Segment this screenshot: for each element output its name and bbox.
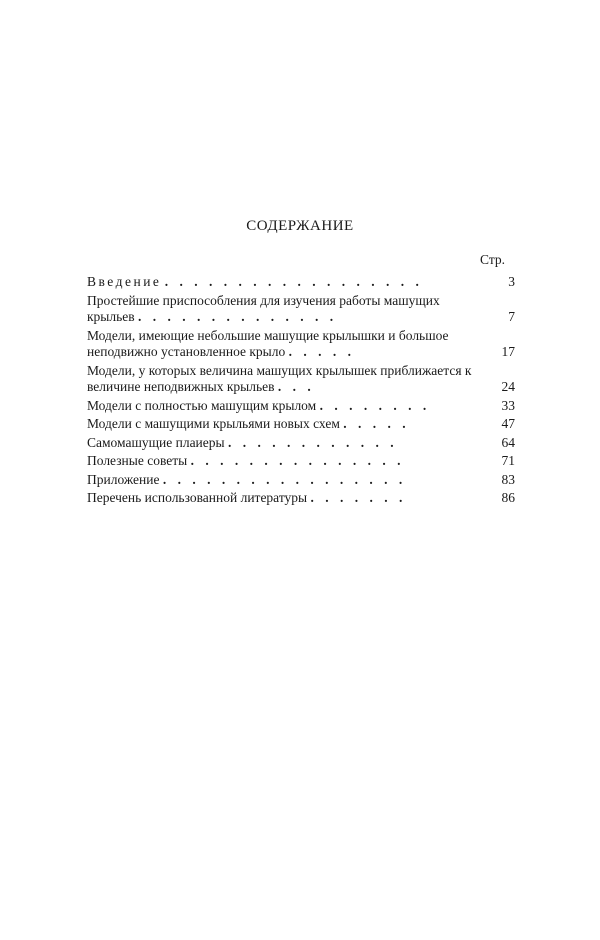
page-column-header: Стр. — [480, 252, 506, 267]
leader-dots: . . . . . . . . . . . . — [227, 434, 398, 450]
toc-entry-title: Введение — [87, 274, 162, 289]
toc-entry-page: 83 — [501, 471, 515, 487]
toc-entry-comparable-wings[interactable] — [87, 363, 515, 396]
toc-entry-title: Самомашущие плаиеры — [87, 434, 225, 450]
toc-entry-page: 17 — [501, 344, 515, 359]
leader-dots: . . . . . . . . . . . . . . — [138, 309, 338, 324]
toc-entry-text — [87, 453, 475, 470]
toc-entry-text — [87, 398, 475, 415]
toc-entry-title: Модели, имеющие небольшие машущие крылышки и большое неподвижно установленное крыло — [87, 327, 449, 359]
toc-entry-new-schemes[interactable] — [87, 416, 515, 433]
toc-entry-text — [87, 490, 475, 507]
toc-entry-useful-tips[interactable] — [87, 453, 515, 470]
toc-entry-title: Модели, у которых величина машущих крылышек приближается к величине неподвижных крыльев — [87, 362, 472, 394]
toc-entry-page: 71 — [501, 453, 515, 468]
leader-dots: . . . — [277, 379, 315, 394]
leader-dots: . . . . . . . . . . . . . . . . . . — [164, 274, 423, 289]
toc-entry-title: Приложение — [87, 471, 160, 487]
toc-entry-simple-devices[interactable] — [87, 293, 515, 326]
toc-entry-title: Простейшие приспособления для изучения работы машущих крыльев — [87, 292, 440, 324]
leader-dots: . . . . . . . . . . . . . . . — [190, 453, 405, 468]
toc-entry-page: 47 — [501, 416, 515, 431]
toc-entry-title: Полезные советы — [87, 453, 188, 468]
leader-dots: . . . . . . . — [310, 490, 407, 505]
toc-entry-full-flapping-wing[interactable] — [87, 398, 515, 415]
toc-entry-text — [87, 274, 475, 291]
toc-entry-page: 86 — [501, 490, 515, 505]
toc-entry-text — [87, 416, 475, 433]
toc-entry-bibliography[interactable] — [87, 490, 515, 507]
toc-entry-title: Перечень использованной литературы — [87, 490, 308, 505]
leader-dots: . . . . . — [343, 416, 410, 431]
table-of-contents — [87, 274, 515, 509]
toc-entry-page: 24 — [501, 379, 515, 394]
toc-entry-page: 7 — [508, 309, 515, 324]
toc-entry-text — [87, 363, 475, 396]
toc-entry-page: 33 — [501, 397, 515, 413]
toc-entry-title: Модели с машущими крыльями новых схем — [87, 416, 340, 431]
page-title: СОДЕРЖАНИЕ — [246, 218, 354, 234]
toc-entry-text — [87, 293, 475, 326]
leader-dots: . . . . . — [288, 344, 355, 359]
toc-entry-page: 3 — [508, 274, 515, 289]
toc-entry-small-flapping-wings[interactable] — [87, 328, 515, 361]
toc-entry-title: Модели с полностью машущим крылом — [87, 397, 317, 413]
leader-dots: . . . . . . . . — [319, 397, 431, 413]
toc-entry-appendix[interactable] — [87, 472, 515, 489]
toc-entry-text — [87, 435, 475, 452]
toc-entry-text — [87, 472, 475, 489]
toc-entry-self-flapping-gliders[interactable] — [87, 435, 515, 452]
leader-dots: . . . . . . . . . . . . . . . . . — [162, 471, 407, 487]
toc-entry-text — [87, 328, 475, 361]
toc-entry-page: 64 — [501, 434, 515, 450]
toc-entry-introduction[interactable] — [87, 274, 515, 291]
